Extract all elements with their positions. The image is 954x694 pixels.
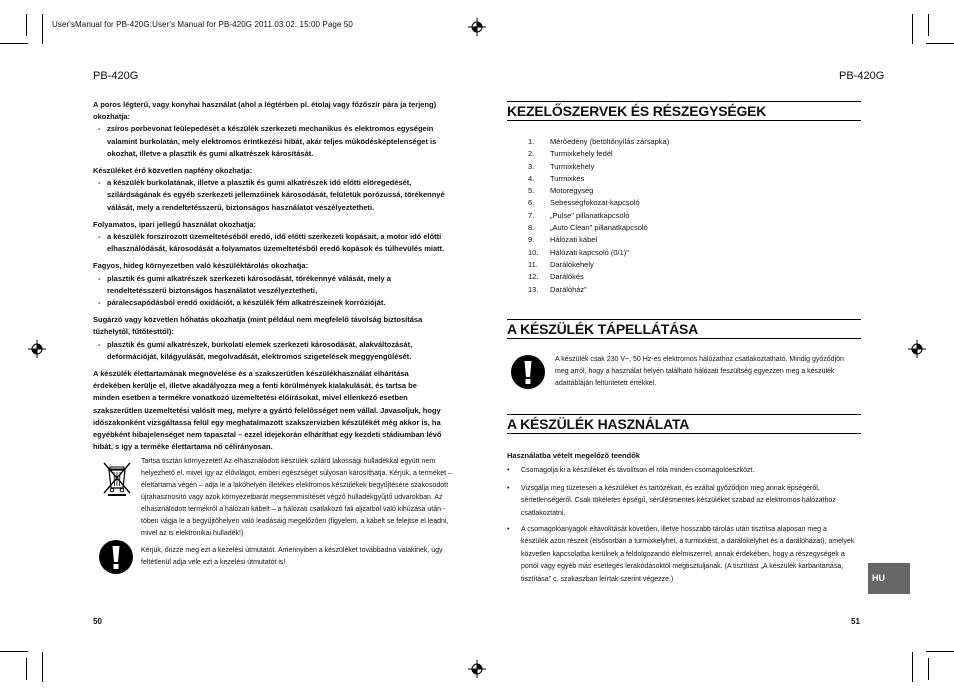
list-item [528,222,669,234]
section-title: A KÉSZÜLÉK TÁPELLÁTÁSA [507,321,699,337]
list-item: - a készülék forszírozott üzemeltetéséből eredő, idő előtti szerkezeti kopásait, a motor idő előtti elhasználódását, károsodását a folyamatos üzemeltetésből eredő kopások és túlhevülés miatt. [93,231,445,255]
crop-mark [926,651,954,652]
bullet-item [507,465,855,477]
crop-mark [42,652,43,682]
registration-mark-icon [908,340,926,358]
item-text: „Pulse" pillanatkapcsoló [550,210,630,220]
item-text: Darálóház" [550,284,587,294]
paragraph-heading: A poros légterű, vagy konyhai használat (ahol a légtérben pl. étolaj vagy főzőszír pára ja terjeng) okozhatja: [93,100,437,122]
right-page-number: 51 [851,617,860,626]
list-item [528,185,669,197]
list-item: - plasztik és gumi alkatrészek szerkezeti károsodását, törékennyé válását, mely a rendeltetésszerű biztonságos használatot veszélyeztetheti, [93,273,445,297]
item-text: Hálózati kapcsoló (0/1)" [550,247,629,257]
section-heading-power [507,319,861,339]
bullet-item [507,524,855,586]
section-heading-usage [507,414,861,434]
item-text: Sebességfokozat-kapcsoló [550,198,640,208]
list-item [528,284,669,296]
list-item [528,161,669,173]
bullet-text: • A csomagolóanyagok eltávolítását követően, illetve hosszabb tárolás után tisztítsa alaposan meg a készülék azon részeit (elsősorban a turmixkelyhet, a turmixkést, a darálókelyhet és a darálóházat), amelyek közvetlen kapcsolatba kerülnek a feldolgozandó élelmiszerrel, annak érdekében, hogy a részegységek a portól vagy egyéb más esetleges lerakódásoktól megtisztuljanak. (A tisztítást „A készülék karbantartása, tisztítása" c. szakaszban leírtak szerint végezze.) [507,524,855,586]
item-text: „Auto Clean" pillanatkapcsoló [550,223,648,233]
item-number: 2. [528,149,535,159]
list-item [528,259,669,271]
recycle-note: Tartsa tisztán környezetét! Az elhasználódott készülék szilárd lakossági hulladékkal együtt nem helyezhető el, mivel így az élővilágot, emberi egészséget súlyosan károsíthatja. Kérjük, a terméket – élettartama végén – adja le a lakóhelyén illetékes elektromos készülékek begyűjtésére szakosodott újrahasznosító vagy azok környezetbarát megsemmisítését végző hulladékgyűjtő udvarokban. Az elhasználódott termékről a hálózati kábelt – a hálózati csatlakozó fali aljzatból való kihúzása után - töben vágja le a begyűjtőhelyen való leadásáig megelőzően (figyelem, a kábelt se felejtse el leadni, mivel az is elektronikai hulladék!) [141,458,452,537]
item-text: Hálózati kábel [550,235,598,245]
crop-mark [912,14,913,44]
registration-mark-icon [28,340,46,358]
warranty-paragraph: A készülék élettartamának megnövelése és a szakszerűtlen készülékhasználat elhárítása érdekében kerülje el, illetve akadályozza meg a fenti körülmények kialakulását, és tartsa be minden esetben a termékre vonatkozó üzemeltetési előírásokat, mivel ellenkező esetben szakszerűtlen üzemeltetési valósít meg, melyre a gyártó felelősséget nem vállal. Javasoljuk, hogy időszakonként vizsgáltassa felül egy meghatalmazott szakszervizben készülékét még akkor is, ha egyébként hibajelenséget nem tapasztal – ezzel idejekorán elháríthat egy kezdeti stádiumban lévő hibát, s így a terméke élettartama nő célirányosan. [93,369,442,452]
list-item [528,197,669,209]
item-text: Darálókehely [550,259,594,269]
print-slug-line: User'sManual for PB-420G:User's Manual for PB-420G 2011.03.02. 15:00 Page 50 [52,20,353,29]
crop-mark [26,658,27,680]
bullet-item [507,483,855,520]
crop-mark [42,14,43,44]
list-item [528,247,669,259]
section-title: KEZELŐSZERVEK ÉS RÉSZEGYSÉGEK [507,103,767,119]
item-number: 8. [528,223,535,233]
crossed-bin-icon [100,460,134,496]
registration-mark-icon [468,660,486,678]
crop-mark [928,14,929,36]
item-text: Turmixkehely fedél [550,149,613,159]
list-item: - plasztik és gumi alkatrészek, burkolati elemek szerkezeti károsodását, alakváltozását, deformációját, kilágyulását, megolvadását, elektromos szigetelések meggyengülését. [93,339,445,363]
item-text: Motoregység [550,186,594,196]
item-number: 13. [528,284,539,294]
list-item [528,173,669,185]
list-item: - páralecsapódásból eredő oxidációt, a készülék fém alkatrészeinek korrózióját. [93,297,445,309]
item-number: 10. [528,247,539,257]
paragraph-heading: Folyamatos, ipari jellegű használat okozhatja: [93,219,256,229]
crop-mark [26,14,27,36]
list-item [528,136,669,148]
item-number: 11. [528,259,538,269]
bullet-text: • Csomagolja ki a készüléket és távolítson el róla minden csomagolóeszközt. [507,465,855,477]
item-text: Mérőedény (betöltőnyílás zársapka) [550,137,670,146]
item-number: 12. [528,272,539,282]
item-number: 1. [528,137,535,146]
item-text: Turmixkés [550,173,585,183]
item-text: Darálókés [550,272,584,282]
left-page-paragraphs [93,99,445,453]
manual-keep-note: Kérjük, őrizze meg ezt a kezelési útmutatót. Amennyiben a készüléket továbbadná valakinek, úgy feltétlenül adja vele ezt a kezelési útmutatót is! [141,547,443,566]
item-text: Turmixkehely [550,161,595,171]
item-number: 4. [528,173,535,183]
left-page-number: 50 [93,617,102,626]
list-item [528,271,669,283]
item-number: 6. [528,198,535,208]
list-item: - zsíros porbevonat leülepedését a készülék szerkezeti mechanikus és elektromos egységein valamint burkolatán, mely elektromos érintkezési hibát, akár teljes működésképtelenséget is okozhat, illetve a plasztik és gumi alkatrészek károsítását. [93,123,445,160]
item-number: 9. [528,235,535,245]
crop-mark [926,43,954,44]
exclamation-icon [98,539,134,575]
paragraph-heading: Fagyos, hideg környezetben való készüléktárolás okozhatja: [93,261,309,271]
crop-mark [0,43,28,44]
language-tab: HU [868,563,910,594]
paragraph-heading: Készüléket érő közvetlen napfény okozhatja: [93,166,253,176]
subheading: Használatba vételt megelőző teendők [507,451,640,460]
section-title: A KÉSZÜLÉK HASZNÁLATA [507,416,690,432]
right-page-model: PB-420G [839,70,885,82]
paragraph-heading: Sugárzó vagy közvetlen hőhatás okozhatja (mint például nem megfelelő távolság biztosítása tűzhelytől, fűtőtesttől): [93,315,423,337]
parts-list [528,136,669,296]
bullet-text: • Vizsgálja meg tüzetesen a készüléket és tartozékait, és ezáltal győződjön meg annak épségéről, sértetlenségéről. Csak tökéletes épségű, sérülésmentes készüléket szabad az elektromos hálózathoz csatlakoztatni. [507,483,855,520]
crop-mark [912,652,913,682]
list-item [528,210,669,222]
item-number: 5. [528,186,535,196]
power-supply-note: A készülék csak 230 V~, 50 Hz-es elektromos hálózathoz csatlakoztatható. Mindig győződjön meg arról, hogy a használat helyén található hálózati feszültség egyezzen meg a készülék adattábláján feltüntetett értékkel. [555,356,844,387]
item-number: 3. [528,161,535,171]
section-heading-controls [507,101,861,121]
crop-mark [0,651,28,652]
list-item [528,148,669,160]
exclamation-icon [510,354,546,390]
list-item: - a készülék burkolatának, illetve a plasztik és gumi alkatrészek idő előtti elöregedését, szilárdságának és egyéb szerkezeti jellemzőinek károsodását, felületük porózussá, törékennyé válását, mely a rendeltetésszerű, biztonságos használatot veszélyeztetheti. [93,177,445,214]
item-number: 7. [528,210,535,220]
registration-mark-icon [468,18,486,36]
crop-mark [928,658,929,680]
left-page-model: PB-420G [93,70,139,82]
list-item [528,234,669,246]
